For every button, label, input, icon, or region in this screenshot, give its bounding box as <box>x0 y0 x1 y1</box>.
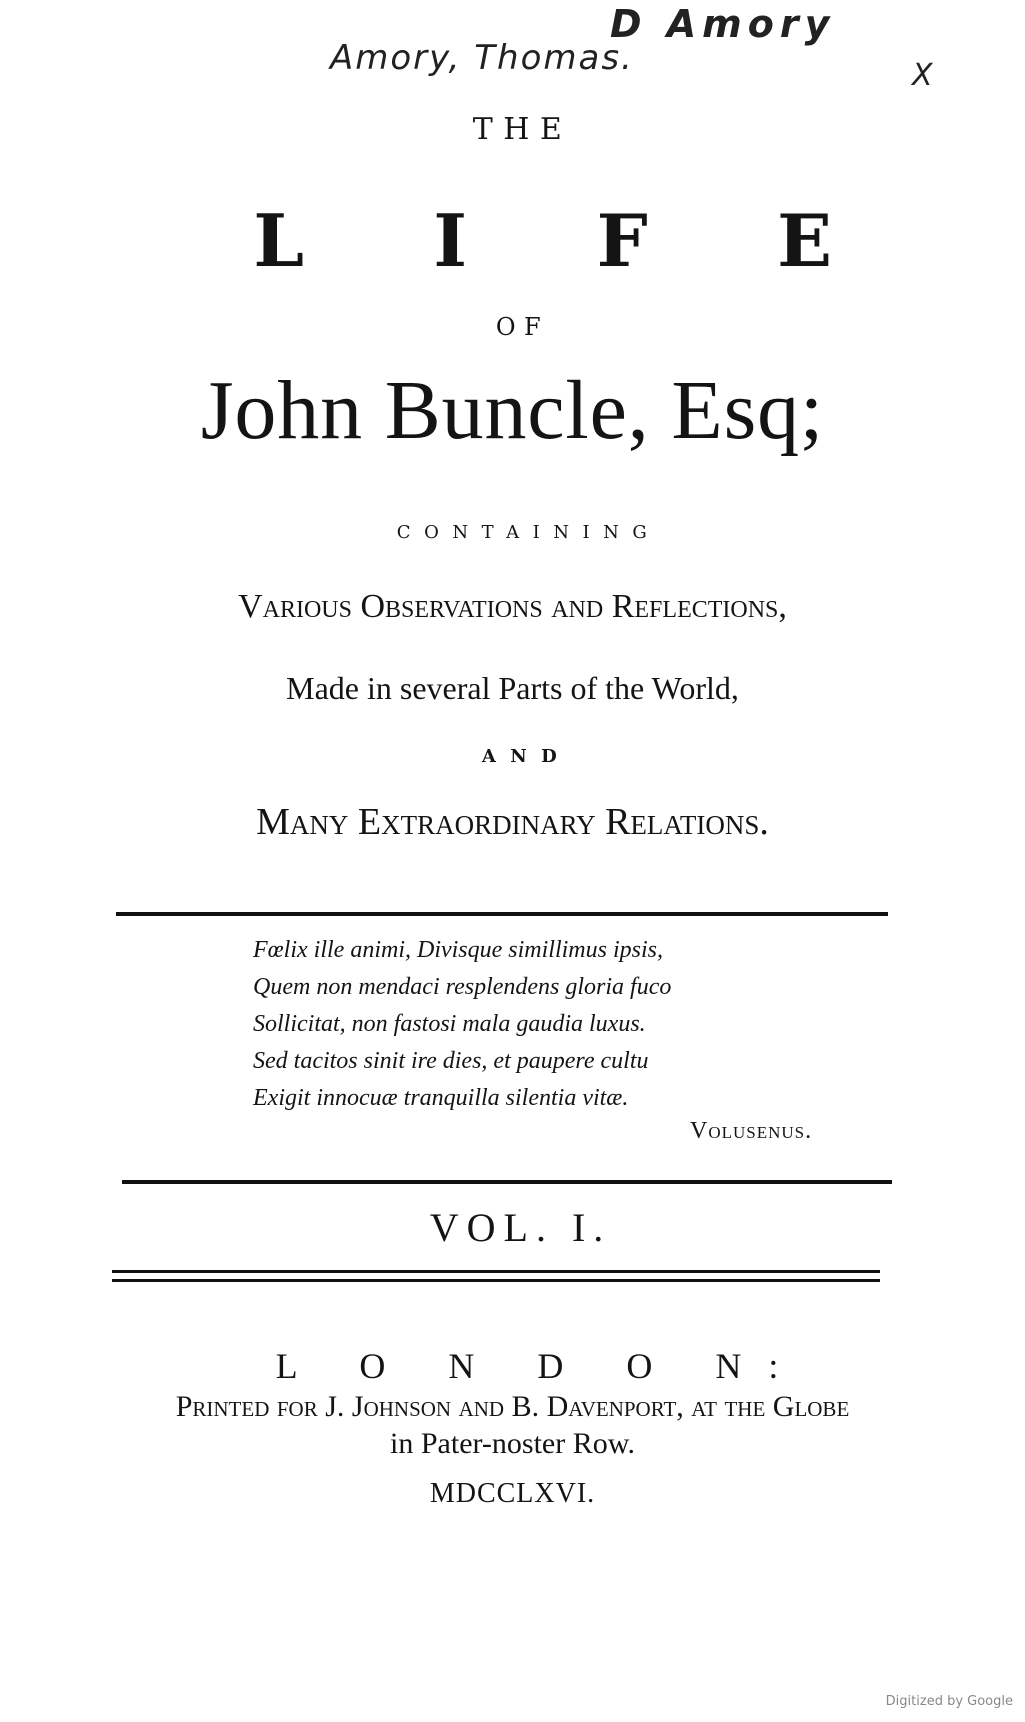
rule-upper <box>116 912 888 916</box>
title-life: L I F E <box>253 198 872 283</box>
epigraph-line: Sed tacitos sinit ire dies, et paupere cultu <box>253 1048 649 1074</box>
epigraph-line: Quem non mendaci resplendens gloria fuco <box>253 974 672 1000</box>
subtitle-line1: Various Observations and Reflections, <box>238 588 787 625</box>
rule-lower-1 <box>112 1270 880 1273</box>
rule-lower-2 <box>112 1279 880 1282</box>
title-of: OF <box>495 313 550 341</box>
handwritten-top-scribble: D Amory <box>610 2 836 46</box>
volume-label: VOL. I. <box>429 1205 612 1250</box>
epigraph-line: Exigit innocuæ tranquilla silentia vitæ. <box>253 1085 629 1111</box>
title-name: John Buncle, Esq; <box>200 364 825 457</box>
imprint-printer-line1: Printed for J. Johnson and B. Davenport, at the Globe <box>175 1390 850 1423</box>
epigraph-line: Sollicitat, non fastosi mala gaudia luxus. <box>253 1011 646 1037</box>
imprint-year: MDCCLXVI. <box>429 1478 596 1509</box>
epigraph-line: Fœlix ille animi, Divisque simillimus ipsis, <box>253 937 663 963</box>
imprint-city: L O N D O N: <box>275 1346 806 1386</box>
handwritten-mark: X <box>912 58 935 93</box>
subtitle-containing: CONTAINING <box>396 522 661 543</box>
imprint-printer-line2: in Pater-noster Row. <box>390 1427 635 1460</box>
rule-middle <box>122 1180 892 1184</box>
subtitle-line3: Many Extraordinary Relations. <box>256 801 769 843</box>
handwritten-author-note: Amory, Thomas. <box>330 38 634 78</box>
subtitle-line2: Made in several Parts of the World, <box>286 670 739 706</box>
digitized-by-google-watermark: Digitized by Google <box>885 1694 1013 1709</box>
title-the: THE <box>472 112 573 147</box>
subtitle-and: AND <box>481 746 572 767</box>
epigraph <box>253 932 813 1117</box>
epigraph-attribution: Volusenus. <box>690 1118 813 1144</box>
